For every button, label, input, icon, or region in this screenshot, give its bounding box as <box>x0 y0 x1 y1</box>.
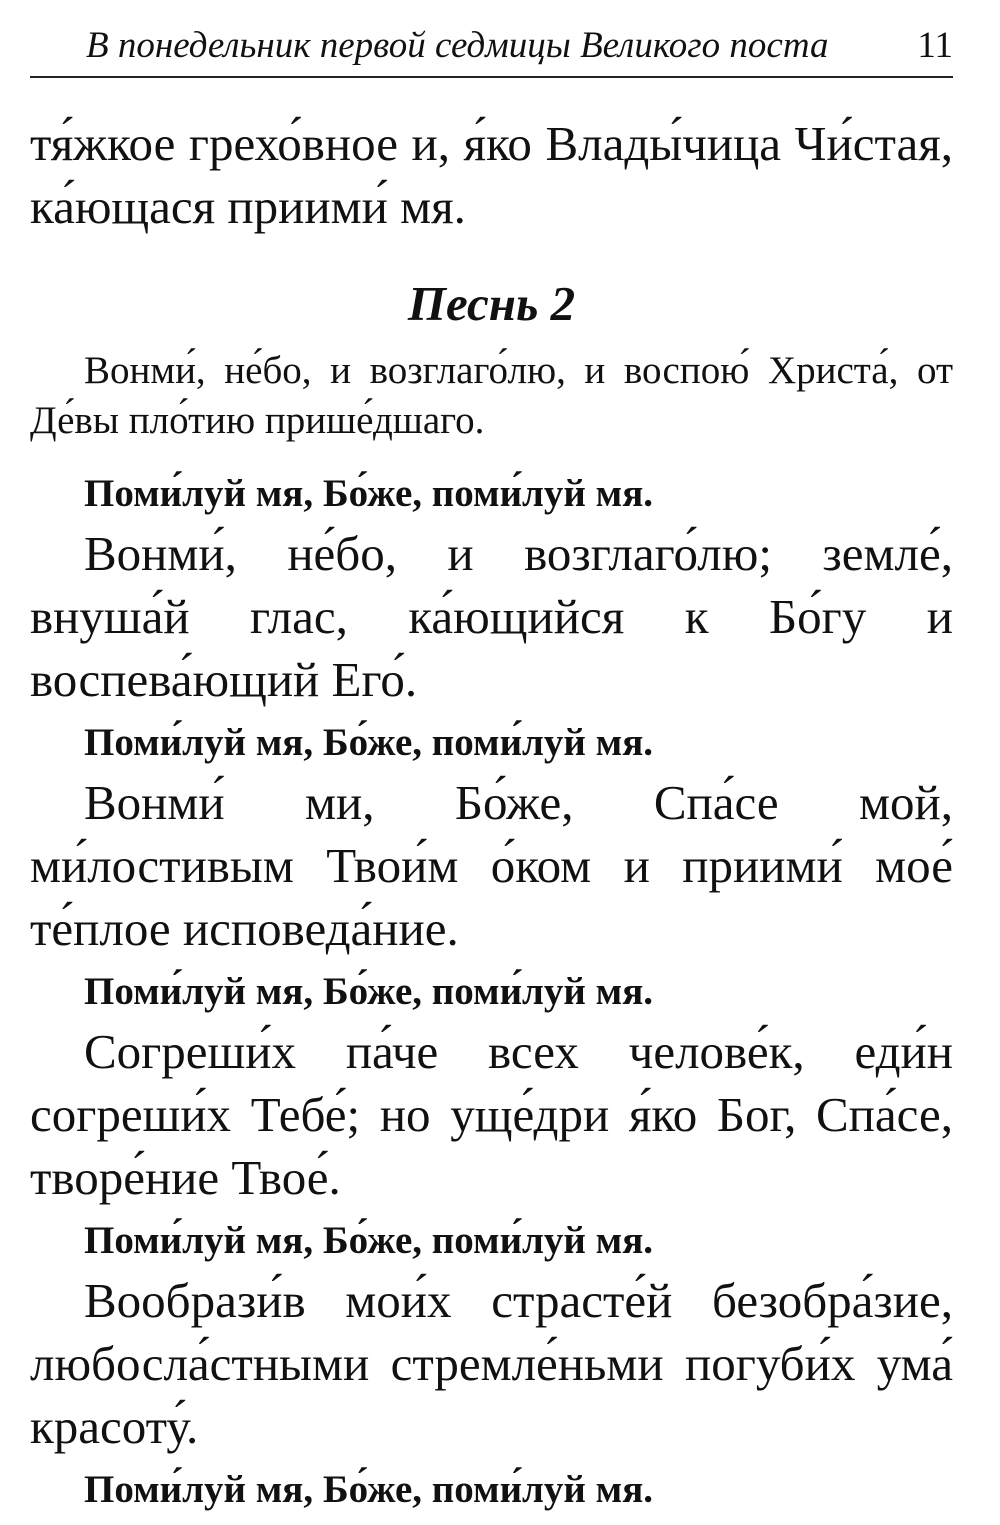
refrain-3: Поми́луй мя, Бо́же, поми́луй мя. <box>84 970 654 1013</box>
page-number: 11 <box>917 25 953 66</box>
refrain-1: Поми́луй мя, Бо́же, поми́луй мя. <box>84 472 654 515</box>
refrain-4: Поми́луй мя, Бо́же, поми́луй мя. <box>84 1219 654 1262</box>
running-header <box>30 0 953 78</box>
continuation-paragraph: тя́жкое грехо́вное и, я́ко Влады́чица Чи́стая, ка́ющася приими́ мя. <box>30 116 953 234</box>
section-heading: Песнь 2 <box>407 276 576 331</box>
troparion-4: Вообрази́в мои́х страсте́й безобра́зие, любосла́стными стремле́ньми погуби́х ума́ красоту́. <box>30 1273 953 1454</box>
refrain-5: Поми́луй мя, Бо́же, поми́луй мя. <box>84 1468 654 1511</box>
irmos-text: Вонми́, не́бо, и возглаго́лю, и воспою́ Христа́, от Де́вы пло́тию прише́дшаго. <box>30 349 953 442</box>
running-title: В понедельник первой седмицы Великого поста <box>86 25 829 66</box>
refrain-2: Поми́луй мя, Бо́же, поми́луй мя. <box>84 721 654 764</box>
troparion-3: Согреши́х па́че всех челове́к, еди́н согреши́х Тебе́; но уще́дри я́ко Бог, Спа́се, творе́ние Твое́. <box>30 1024 953 1205</box>
troparion-1: Вонми́, не́бо, и возглаго́лю; земле́, внуша́й глас, ка́ющийся к Бо́гу и воспева́ющий Его́. <box>30 526 953 707</box>
troparion-2: Вонми́ ми, Бо́же, Спа́се мой, ми́лостивым Твои́м о́ком и приими́ мое́ те́плое исповеда́ние. <box>30 775 953 956</box>
